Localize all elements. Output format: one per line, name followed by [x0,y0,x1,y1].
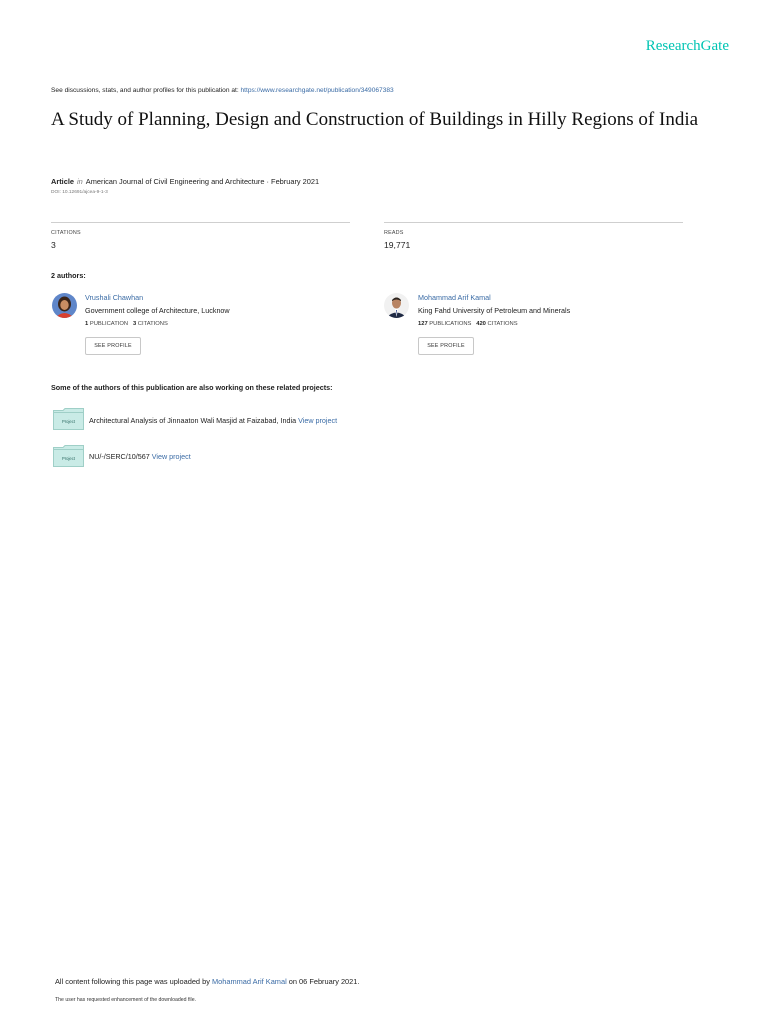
author-avatar-2[interactable] [384,293,409,318]
project-title-1: Architectural Analysis of Jinnaaton Wali Masjid at Faizabad, India [89,416,299,425]
publication-link[interactable]: https://www.researchgate.net/publication/349067383 [240,87,394,94]
author-institution-1: Government college of Architecture, Lucknow [85,306,230,315]
author-2-citations-count: 420 [476,321,486,327]
author-name-2[interactable]: Mohammad Arif Kamal [418,293,491,302]
enhancement-note: The user has requested enhancement of the downloaded file. [55,997,197,1003]
author-2-citations-label: CITATIONS [487,321,518,327]
author-stats-2 [418,321,518,327]
project-folder-icon-2 [53,445,84,467]
author-name-1[interactable]: Vrushali Chawhan [85,293,144,302]
discussion-line [51,87,394,94]
authors-heading: 2 authors: [51,271,86,280]
author-1-publications-label: PUBLICATION [89,321,129,327]
project-item-2 [89,452,191,461]
author-stats-1 [85,321,168,327]
author-2-publications-label: PUBLICATIONS [429,321,472,327]
author-avatar-1[interactable] [52,293,77,318]
citations-value: 3 [51,240,56,250]
upload-prefix: All content following this page was uploaded by [55,977,212,986]
researchgate-logo[interactable]: ResearchGate [645,38,729,54]
project-folder-label-2: Project [61,456,76,461]
see-profile-button-1[interactable]: SEE PROFILE [85,337,141,355]
article-title: A Study of Planning, Design and Construction of Buildings in Hilly Regions of India [51,109,699,130]
author-2-publications-count: 127 [418,321,428,327]
upload-suffix: on 06 February 2021. [286,977,360,986]
view-project-link-2[interactable]: View project [151,452,191,461]
project-item-1 [89,416,337,425]
citations-label: CITATIONS [51,230,81,236]
article-meta [51,177,319,186]
author-1-citations-count: 3 [132,321,137,327]
project-folder-icon-1 [53,408,84,430]
reads-divider [384,222,683,223]
author-1-citations-label: CITATIONS [137,321,168,327]
author-1-publications-count: 1 [85,321,89,327]
view-project-link-1[interactable]: View project [298,416,338,425]
reads-value: 19,771 [384,240,411,250]
see-profile-button-2[interactable]: SEE PROFILE [418,337,474,355]
upload-notice [55,977,359,986]
author-institution-2: King Fahd University of Petroleum and Minerals [418,306,571,315]
projects-heading: Some of the authors of this publication are also working on these related projects: [51,383,333,392]
doi: DOI: 10.12691/ajcea-9-1-3 [51,190,108,195]
citations-divider [51,222,350,223]
reads-label: READS [384,230,404,236]
in-label: in [77,177,83,186]
discussion-text: See discussions, stats, and author profiles for this publication at: [51,87,241,94]
article-type: Article [51,177,75,186]
uploader-link[interactable]: Mohammad Arif Kamal [211,977,287,986]
journal-name: American Journal of Civil Engineering and Architecture · February 2021 [85,177,320,186]
project-title-2: NU/-/SERC/10/567 [89,452,152,461]
project-folder-label-1: Project [61,419,76,424]
